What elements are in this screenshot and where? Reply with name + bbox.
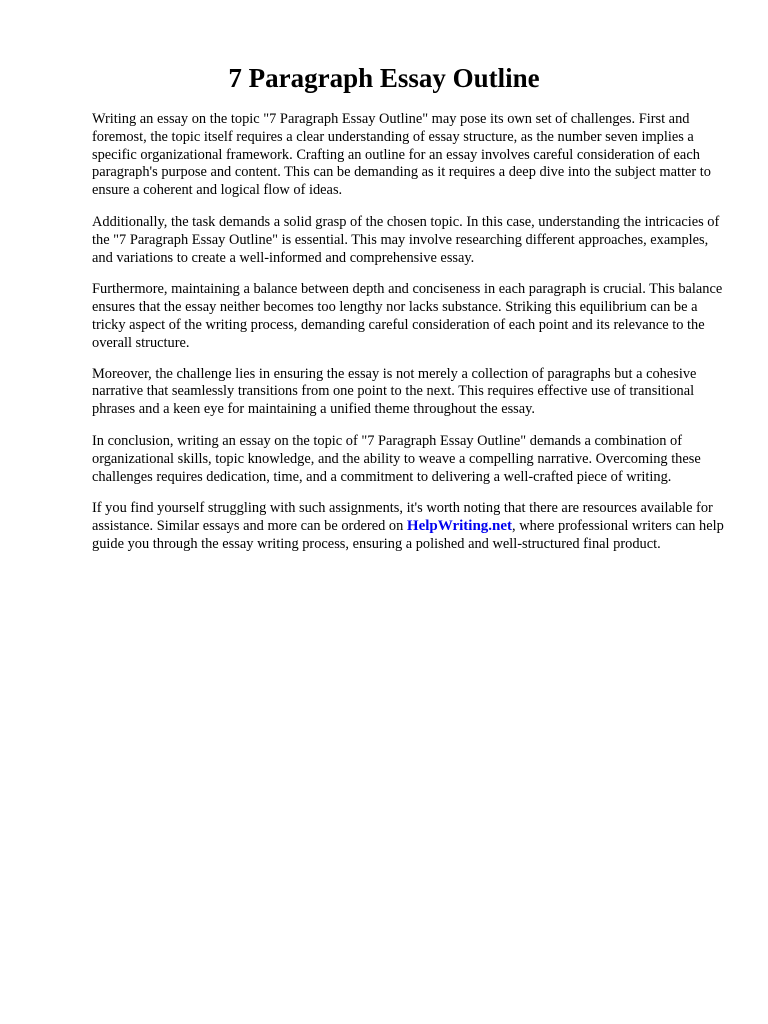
paragraph-3: Furthermore, maintaining a balance between depth and conciseness in each paragraph is crucial. This balance ensures that the essay neither becomes too lengthy nor lacks substance. Striking this equilibrium can be a tricky aspect of the writing process, demanding careful consideration of each point and its relevance to the overall structure. xyxy=(92,281,723,351)
paragraph-5: In conclusion, writing an essay on the topic of "7 Paragraph Essay Outline" demands a combination of organizational skills, topic knowledge, and the ability to weave a compelling narrative. Overcoming these challenges requires dedication, time, and a commitment to delivering a well-crafted piece of writing. xyxy=(92,432,701,485)
page-title: 7 Paragraph Essay Outline xyxy=(228,63,540,93)
paragraph-4: Moreover, the challenge lies in ensuring the essay is not merely a collection of paragraphs but a cohesive narrative that seamlessly transitions from one point to the next. This requires effective use of transitional phrases and a keen eye for maintaining a unified theme throughout the essay. xyxy=(92,365,697,418)
paragraph-6 xyxy=(92,500,724,553)
helpwriting-link[interactable]: HelpWriting.net xyxy=(406,518,513,535)
essay-body xyxy=(92,111,724,568)
paragraph-6-after-link: , where professional writers can help guide you through the essay writing process, ensuring a polished and well-structured final product. xyxy=(92,518,724,552)
paragraph-1: Writing an essay on the topic "7 Paragraph Essay Outline" may pose its own set of challenges. First and foremost, the topic itself requires a clear understanding of essay structure, as the number seven implies a specific organizational framework. Crafting an outline for an essay involves careful consideration of each paragraph's purpose and content. This can be demanding as it requires a deep dive into the subject matter to ensure a coherent and logical flow of ideas. xyxy=(92,111,711,199)
paragraph-2: Additionally, the task demands a solid grasp of the chosen topic. In this case, understanding the intricacies of the "7 Paragraph Essay Outline" is essential. This may involve researching different approaches, examples, and variations to create a well-informed and comprehensive essay. xyxy=(92,213,720,266)
paragraph-6-before-link: If you find yourself struggling with such assignments, it's worth noting that there are resources available for assistance. Similar essays and more can be ordered on xyxy=(92,500,713,535)
